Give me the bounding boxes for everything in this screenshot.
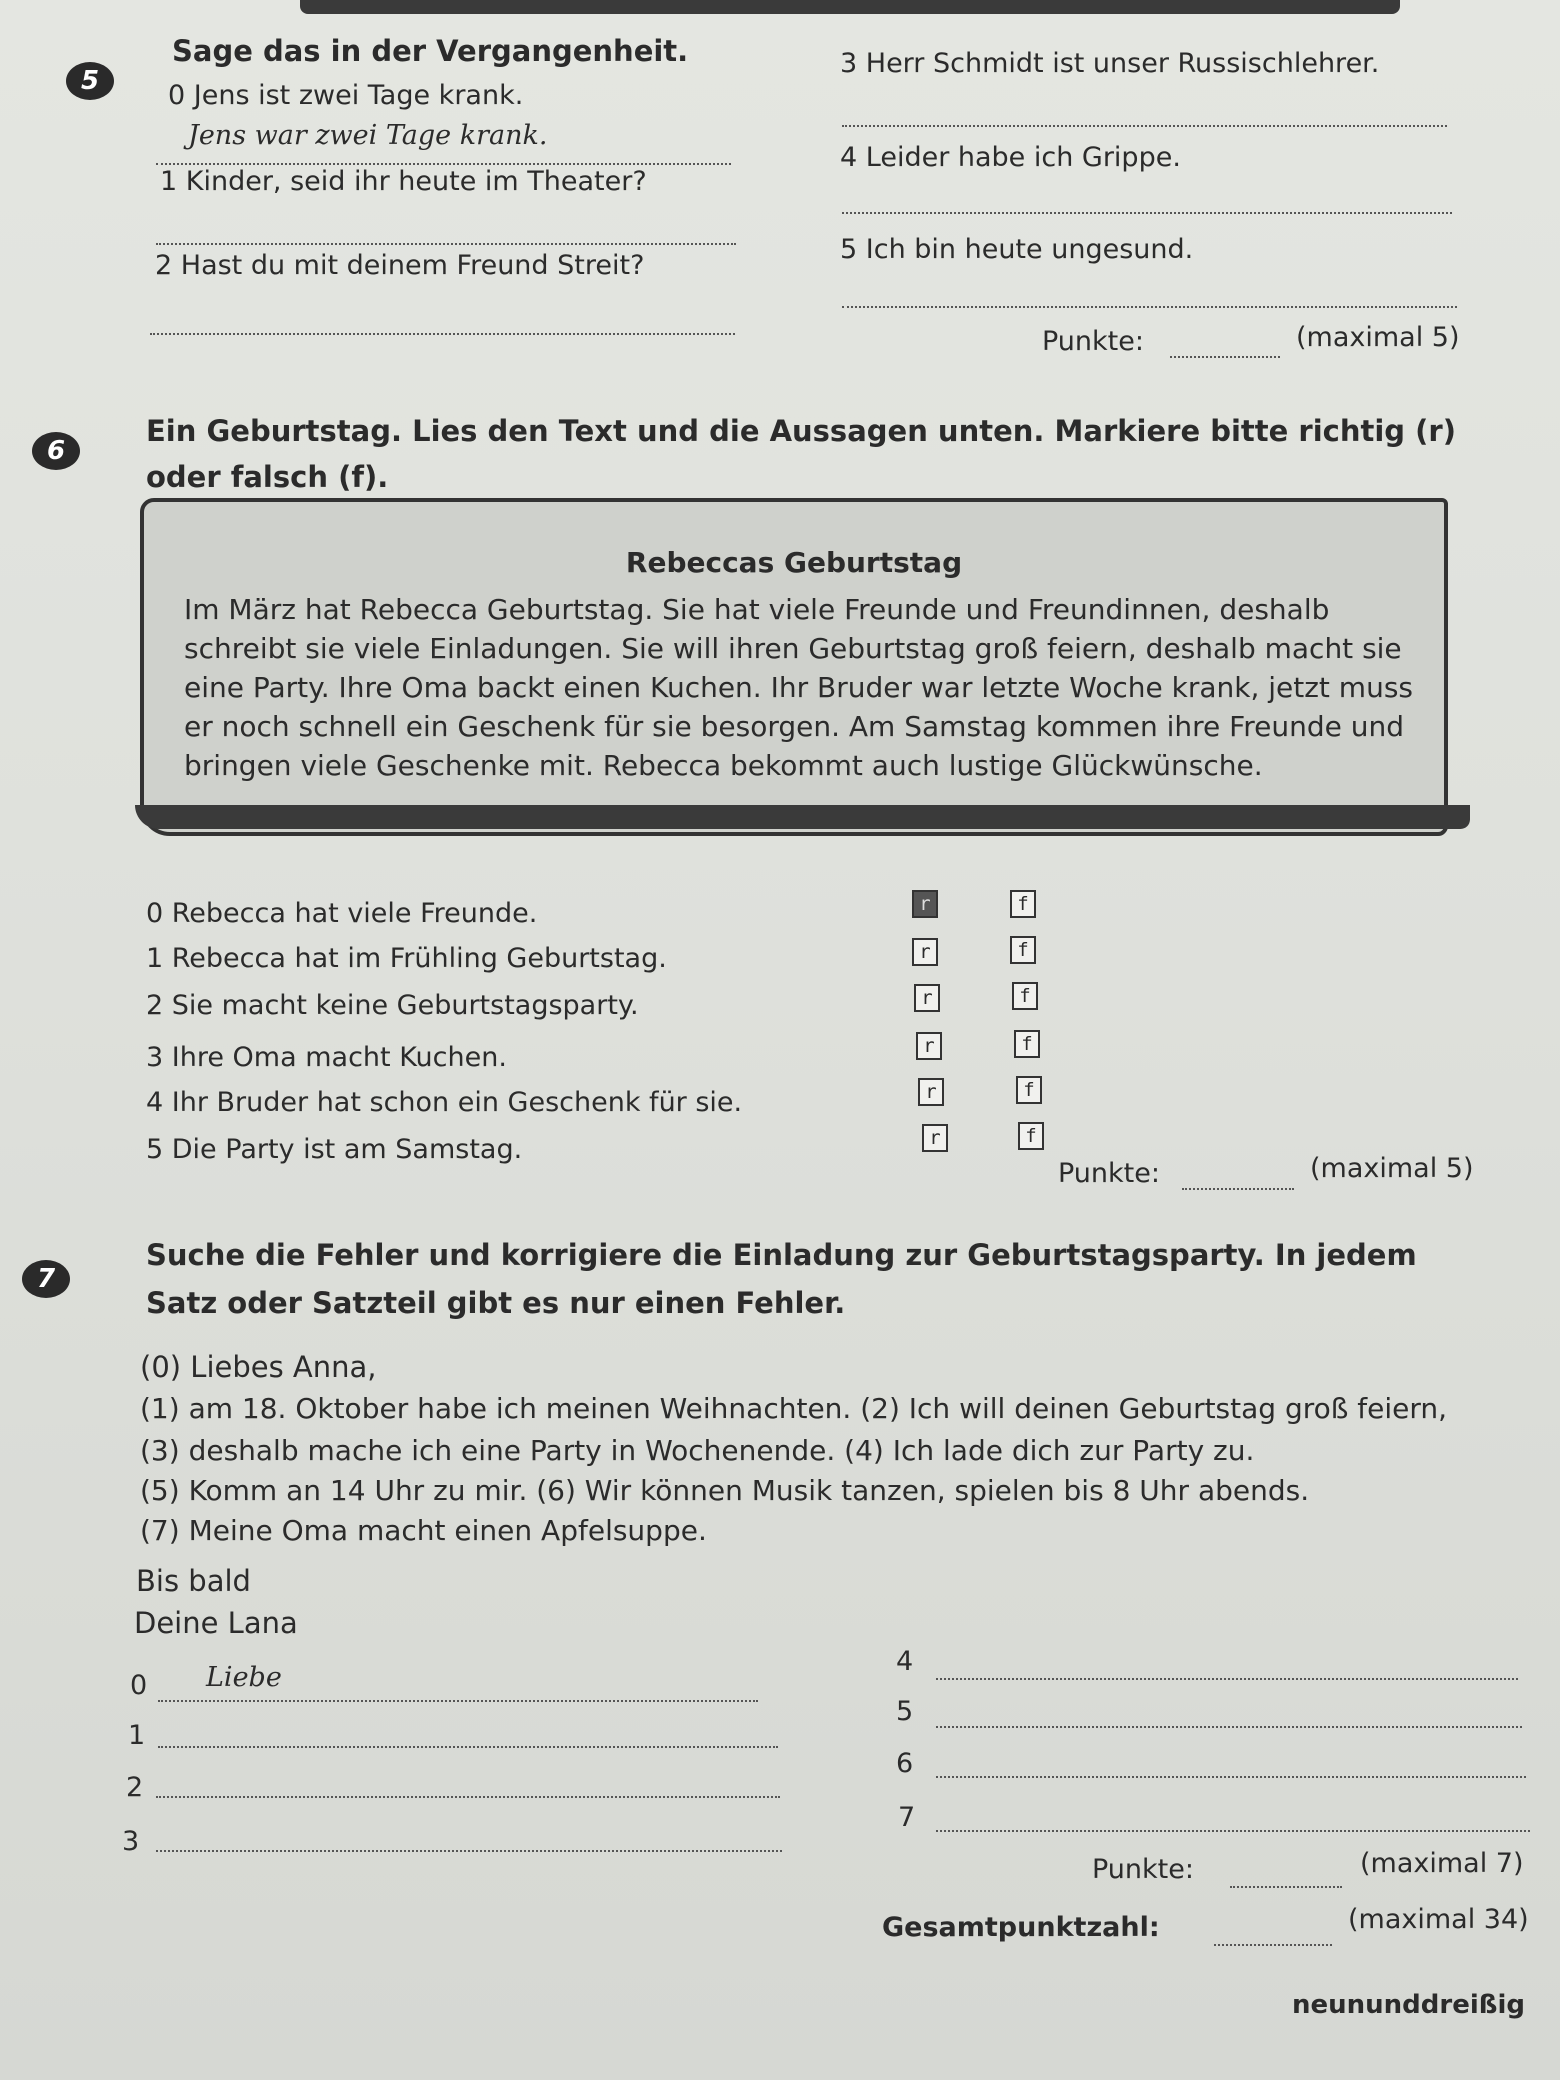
section5-points-field[interactable]	[1170, 356, 1280, 358]
section5-points-max: (maximal 5)	[1296, 322, 1460, 353]
section5-item-4: 4 Leider habe ich Grippe.	[840, 142, 1181, 173]
section5-item-0: 0 Jens ist zwei Tage krank.	[168, 80, 524, 111]
section6-title-line1: Ein Geburtstag. Lies den Text und die Aussagen unten. Markiere bitte richtig (r)	[146, 414, 1456, 448]
statement-4-f-box[interactable]: f	[1016, 1076, 1042, 1104]
letter-line-4: (7) Meine Oma macht einen Apfelsuppe.	[140, 1514, 707, 1547]
section5-answer-line-0[interactable]	[156, 163, 731, 165]
section6-number-badge: 6	[32, 432, 80, 470]
statement-4-r-box[interactable]: r	[918, 1078, 944, 1106]
answer-line-4[interactable]	[936, 1678, 1518, 1680]
section5-item-5: 5 Ich bin heute ungesund.	[840, 234, 1194, 265]
reading-text-line: eine Party. Ihre Oma backt einen Kuchen. Ihr Bruder war letzte Woche krank, jetzt muss	[184, 671, 1414, 704]
reading-text-scroll	[140, 498, 1448, 836]
letter-line-1: (1) am 18. Oktober habe ich meinen Weihnachten. (2) Ich will deinen Geburtstag groß feiern,	[140, 1392, 1448, 1425]
section7-points-max: (maximal 7)	[1360, 1848, 1524, 1879]
answer-line-6[interactable]	[936, 1776, 1526, 1778]
total-points-label: Gesamtpunktzahl:	[882, 1912, 1160, 1943]
statement-3-f-box[interactable]: f	[1014, 1030, 1040, 1058]
statement-5: 5 Die Party ist am Samstag.	[146, 1134, 523, 1165]
section5-answer-line-5[interactable]	[842, 306, 1457, 308]
statement-5-f-box[interactable]: f	[1018, 1122, 1044, 1150]
letter-line-3: (5) Komm an 14 Uhr zu mir. (6) Wir können Musik tanzen, spielen bis 8 Uhr abends.	[140, 1474, 1310, 1507]
section5-item-3: 3 Herr Schmidt ist unser Russischlehrer.	[840, 48, 1380, 79]
statement-1-r-box[interactable]: r	[912, 938, 938, 966]
section6-points-label: Punkte:	[1058, 1158, 1160, 1189]
answer-line-2[interactable]	[156, 1796, 780, 1798]
page-number-word: neununddreißig	[1292, 1990, 1525, 2020]
reading-text-line: er noch schnell ein Geschenk für sie besorgen. Am Samstag kommen ihre Freunde und	[184, 710, 1405, 743]
section5-title: Sage das in der Vergangenheit.	[172, 34, 689, 68]
section5-answer-line-4[interactable]	[842, 212, 1452, 214]
section5-answer-line-2[interactable]	[150, 333, 735, 335]
section5-number-badge: 5	[66, 62, 114, 100]
section6-points-max: (maximal 5)	[1310, 1153, 1474, 1184]
section5-item-2: 2 Hast du mit deinem Freund Streit?	[155, 250, 645, 281]
statement-2: 2 Sie macht keine Geburtstagsparty.	[146, 990, 639, 1021]
letter-line-6: Deine Lana	[134, 1606, 298, 1640]
scroll-bottom-edge	[135, 805, 1470, 829]
letter-line-2: (3) deshalb mache ich eine Party in Wochenende. (4) Ich lade dich zur Party zu.	[140, 1434, 1255, 1467]
reading-text-line: schreibt sie viele Einladungen. Sie will ihren Geburtstag groß feiern, deshalb macht sie	[184, 632, 1402, 665]
statement-4: 4 Ihr Bruder hat schon ein Geschenk für sie.	[146, 1087, 743, 1118]
section5-points-label: Punkte:	[1042, 326, 1144, 357]
statement-5-r-box[interactable]: r	[922, 1124, 948, 1152]
section5-answer-line-1[interactable]	[156, 243, 736, 245]
statement-0: 0 Rebecca hat viele Freunde.	[146, 898, 538, 929]
reading-text-line: Im März hat Rebecca Geburtstag. Sie hat viele Freunde und Freundinnen, deshalb	[184, 593, 1330, 626]
statement-1-f-box[interactable]: f	[1010, 936, 1036, 964]
total-points-max: (maximal 34)	[1348, 1904, 1529, 1935]
section6-title-line2: oder falsch (f).	[146, 460, 389, 494]
total-points-field[interactable]	[1214, 1944, 1332, 1946]
answer-number-2: 2	[126, 1772, 144, 1803]
answer-0-text: Liebe	[206, 1662, 282, 1693]
answer-number-1: 1	[128, 1720, 146, 1751]
statement-0-f-box[interactable]: f	[1010, 890, 1036, 918]
section7-title-line2: Satz oder Satzteil gibt es nur einen Fehler.	[146, 1286, 846, 1320]
statement-3-r-box[interactable]: r	[916, 1032, 942, 1060]
answer-number-5: 5	[896, 1696, 914, 1727]
reading-text-body	[184, 590, 1414, 785]
reading-text-title: Rebeccas Geburtstag	[625, 546, 963, 579]
answer-number-6: 6	[896, 1748, 914, 1779]
top-edge-bar	[300, 0, 1400, 14]
answer-number-3: 3	[122, 1826, 140, 1857]
section5-item-1: 1 Kinder, seid ihr heute im Theater?	[160, 166, 647, 197]
section7-points-label: Punkte:	[1092, 1854, 1194, 1885]
section7-number-badge: 7	[22, 1260, 70, 1298]
answer-line-3[interactable]	[156, 1850, 782, 1852]
answer-line-7[interactable]	[936, 1830, 1530, 1832]
statement-2-r-box[interactable]: r	[914, 984, 940, 1012]
statement-2-f-box[interactable]: f	[1012, 982, 1038, 1010]
statement-1: 1 Rebecca hat im Frühling Geburtstag.	[146, 943, 667, 974]
letter-line-0: (0) Liebes Anna,	[140, 1350, 377, 1384]
answer-number-7: 7	[898, 1802, 916, 1833]
reading-text-line: bringen viele Geschenke mit. Rebecca bekommt auch lustige Glückwünsche.	[184, 749, 1263, 782]
answer-line-5[interactable]	[936, 1726, 1522, 1728]
section5-answer-0: Jens war zwei Tage krank.	[188, 120, 548, 151]
answer-line-1[interactable]	[158, 1746, 778, 1748]
section6-points-field[interactable]	[1182, 1188, 1294, 1190]
letter-line-5: Bis bald	[136, 1564, 251, 1598]
statement-3: 3 Ihre Oma macht Kuchen.	[146, 1042, 507, 1073]
answer-line-0[interactable]	[158, 1700, 758, 1702]
statement-0-r-box-checked[interactable]: r	[912, 890, 938, 918]
section7-points-field[interactable]	[1230, 1886, 1342, 1888]
section5-answer-line-3[interactable]	[842, 125, 1447, 127]
answer-number-0: 0	[130, 1670, 148, 1701]
section7-title-line1: Suche die Fehler und korrigiere die Einladung zur Geburtstagsparty. In jedem	[146, 1238, 1417, 1272]
answer-number-4: 4	[896, 1646, 914, 1677]
